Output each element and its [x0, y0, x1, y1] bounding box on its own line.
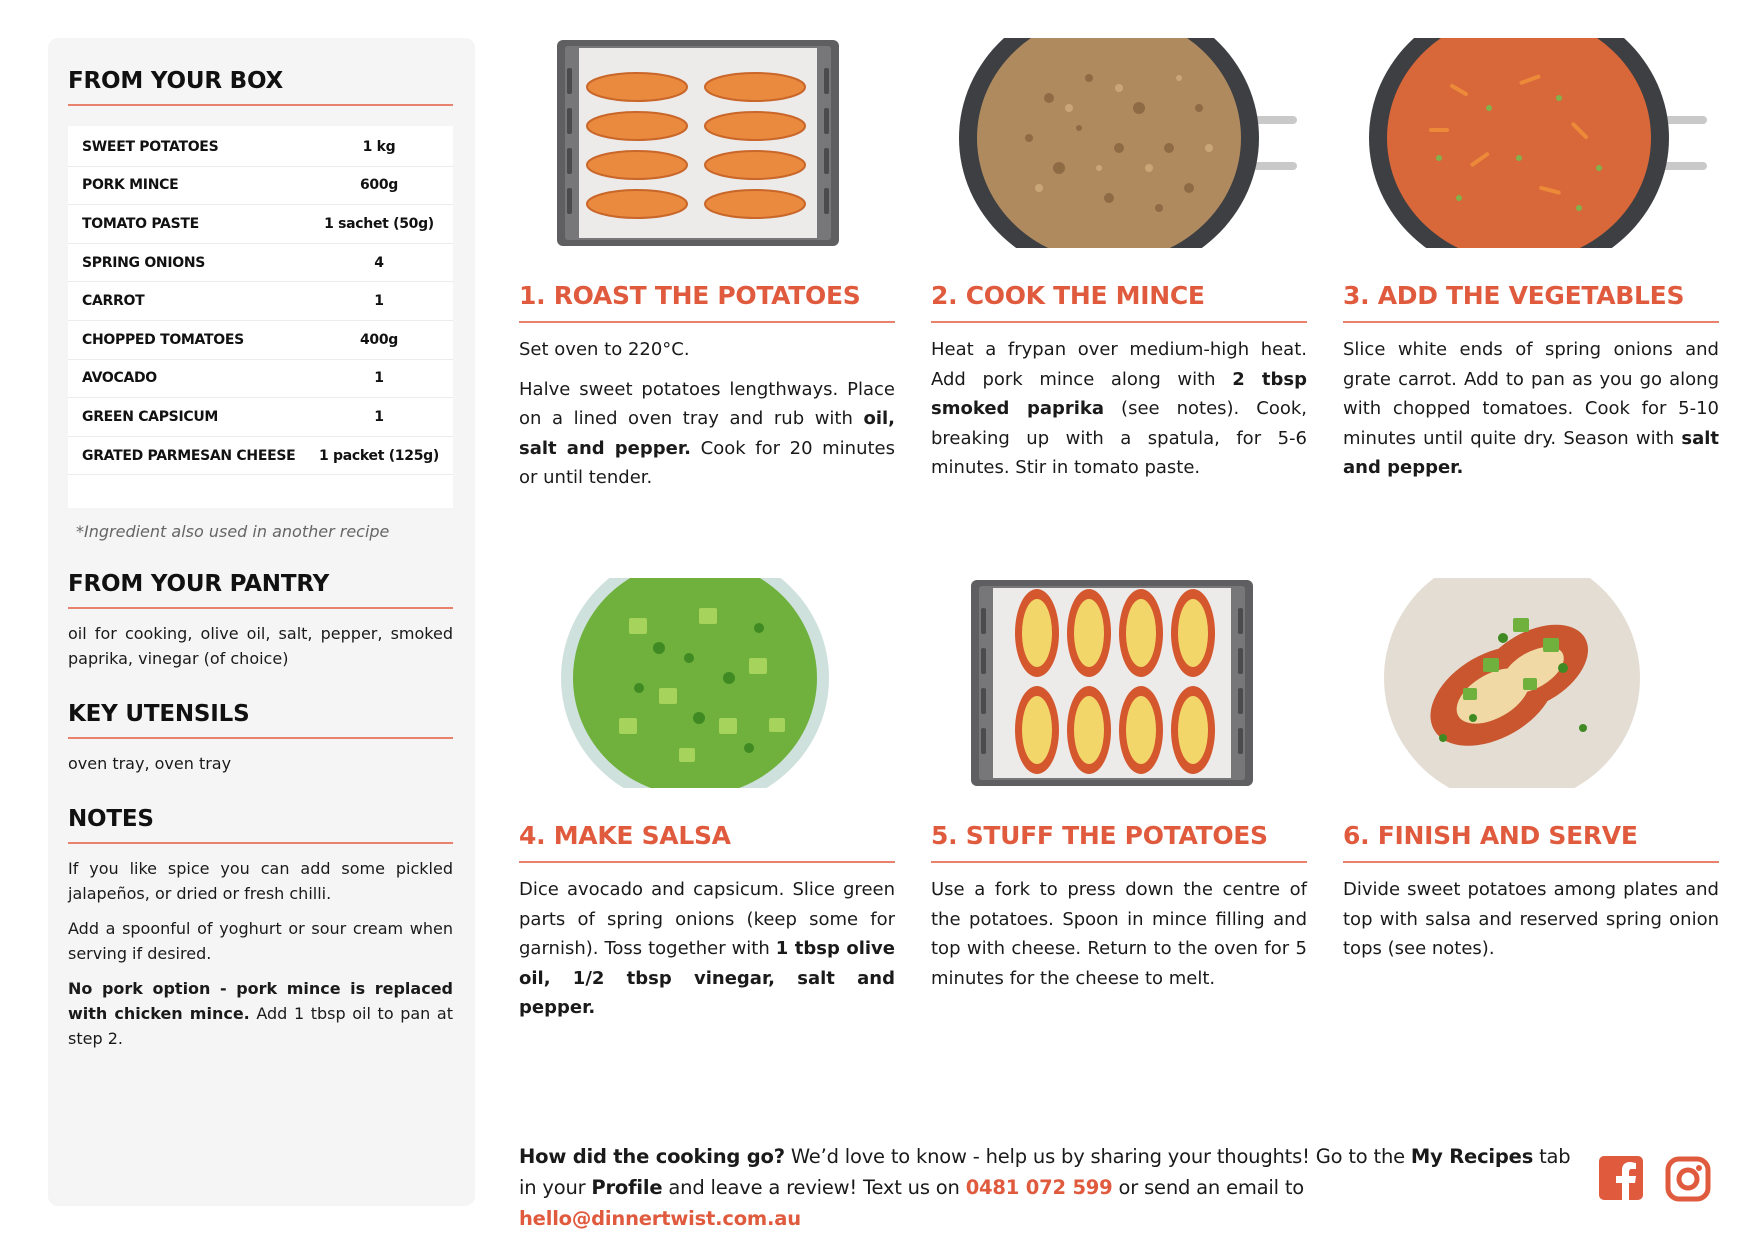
- salsa-bowl-photo: [559, 578, 831, 788]
- ingredients-table: [68, 126, 453, 508]
- ingredient-qty: 400g: [359, 331, 399, 348]
- step-2-title: 2. COOK THE MINCE: [931, 281, 1205, 310]
- email-link[interactable]: hello@dinnertwist.com.au: [519, 1207, 801, 1230]
- ingredient-row: [68, 321, 453, 360]
- ingredient-row: [68, 398, 453, 437]
- text-run: or send an email to: [1112, 1176, 1305, 1199]
- feedback-footer: [519, 1141, 1579, 1234]
- pantry-text: oil for cooking, olive oil, salt, pepper, smoked paprika, vinegar (of choice): [68, 624, 453, 668]
- divider: [931, 861, 1307, 863]
- divider: [519, 861, 895, 863]
- step-6-text: [1343, 875, 1719, 964]
- utensils-title: KEY UTENSILS: [68, 701, 250, 727]
- ingredient-row: [68, 128, 453, 167]
- step-2-text: [931, 335, 1307, 483]
- step-5-text: [931, 875, 1307, 993]
- frypan-mince-photo: [959, 38, 1299, 248]
- step-1-text: [519, 335, 895, 493]
- ingredient-qty: 1: [374, 293, 384, 310]
- roasting-tray-photo: [555, 38, 841, 248]
- text-run: Slice white ends of spring onions and grate carrot. Add to pan as you go along with chopped tomatoes. Cook for 5-10 minutes until quite dry. Season with: [1343, 339, 1719, 449]
- ingredient-row: [68, 437, 453, 476]
- box-title: FROM YOUR BOX: [68, 68, 284, 94]
- my-recipes-link[interactable]: My Recipes: [1410, 1145, 1534, 1168]
- divider: [1343, 321, 1719, 323]
- text-bold: 2 tbsp smoked paprika: [931, 368, 1307, 419]
- ingredients-panel: [48, 38, 475, 1206]
- ingredient-name: SWEET POTATOES: [82, 138, 219, 155]
- text-run: We’d love to know - help us by sharing your thoughts! Go to the: [784, 1145, 1411, 1168]
- ingredient-qty: 1 packet (125g): [319, 447, 439, 464]
- notes-section: [68, 806, 453, 1051]
- divider: [68, 842, 453, 844]
- step-1: [519, 38, 895, 498]
- step-4-text: [519, 875, 895, 1023]
- step-2-p1: [931, 335, 1307, 483]
- ingredient-name: CARROT: [82, 293, 145, 310]
- note-3-rest: Add 1 tbsp oil to pan at step 2.: [68, 1004, 453, 1048]
- step-6-p1: Divide sweet potatoes among plates and top with salsa and reserved spring onion tops (see notes).: [1343, 879, 1719, 959]
- step-5: [931, 578, 1307, 1038]
- step-1-title: 1. ROAST THE POTATOES: [519, 281, 861, 310]
- ingredient-note: *Ingredient also used in another recipe: [76, 522, 390, 541]
- divider: [1343, 861, 1719, 863]
- divider: [519, 321, 895, 323]
- pantry-section: [68, 571, 453, 671]
- step-3-text: [1343, 335, 1719, 483]
- instagram-icon[interactable]: [1665, 1156, 1711, 1202]
- step-5-title: 5. STUFF THE POTATOES: [931, 821, 1268, 850]
- text-run: and leave a review! Text us on: [662, 1176, 966, 1199]
- stuffed-potatoes-tray-photo: [969, 578, 1255, 788]
- text-run: Dice avocado and capsicum. Slice green parts of spring onions (keep some for garnish). Toss together with: [519, 879, 895, 959]
- text-run: Halve sweet potatoes lengthways. Place on a lined oven tray and rub with: [519, 378, 895, 429]
- ingredient-row: [68, 244, 453, 283]
- ingredient-qty: 1: [374, 370, 384, 387]
- ingredient-name: GRATED PARMESAN CHEESE: [82, 447, 296, 464]
- ingredient-qty: 1: [374, 408, 384, 425]
- text-bold: 1 tbsp olive oil, 1/2 tbsp vinegar, salt and pepper.: [519, 938, 895, 1018]
- frypan-vegetables-photo: [1369, 38, 1709, 248]
- ingredient-name: GREEN CAPSICUM: [82, 408, 219, 425]
- text-run: Cook for 20 minutes or until tender.: [519, 437, 895, 488]
- step-1-p1: Set oven to 220°C.: [519, 339, 690, 360]
- ingredient-row: [68, 282, 453, 321]
- ingredient-name: TOMATO PASTE: [82, 215, 199, 232]
- step-6-title: 6. FINISH AND SERVE: [1343, 821, 1638, 850]
- text-run: tab in your: [519, 1145, 1571, 1199]
- step-2: [931, 38, 1307, 498]
- step-4: [519, 578, 895, 1038]
- ingredient-qty: 4: [374, 254, 384, 271]
- utensils-section: [68, 701, 453, 776]
- ingredient-qty: 1 sachet (50g): [324, 215, 434, 232]
- note-1: If you like spice you can add some pickled jalapeños, or dried or fresh chilli.: [68, 859, 453, 903]
- divider: [68, 104, 453, 106]
- ingredient-name: CHOPPED TOMATOES: [82, 331, 244, 348]
- ingredient-name: AVOCADO: [82, 370, 157, 387]
- step-1-p2: [519, 375, 895, 493]
- ingredient-row: [68, 205, 453, 244]
- ingredient-row: [68, 167, 453, 206]
- profile-link[interactable]: Profile: [591, 1176, 663, 1199]
- footer-question: How did the cooking go?: [519, 1145, 785, 1168]
- facebook-icon[interactable]: [1599, 1156, 1643, 1200]
- step-6: [1343, 578, 1719, 1038]
- divider: [68, 737, 453, 739]
- text-bold: oil, salt and pepper.: [519, 408, 895, 459]
- text-run: Heat a frypan over medium-high heat. Add pork mince along with: [931, 339, 1307, 390]
- step-5-p1: Use a fork to press down the centre of the potatoes. Spoon in mince filling and top with cheese. Return to the oven for 5 minutes for the cheese to melt.: [931, 879, 1307, 989]
- note-3: [68, 976, 453, 1051]
- ingredient-name: PORK MINCE: [82, 177, 179, 194]
- text-run: (see notes). Cook, breaking up with a spatula, for 5-6 minutes. Stir in tomato paste.: [931, 398, 1307, 478]
- ingredient-qty: 1 kg: [362, 138, 396, 155]
- served-plate-photo: [1383, 578, 1641, 788]
- phone-link[interactable]: 0481 072 599: [965, 1176, 1113, 1199]
- ingredient-name: SPRING ONIONS: [82, 254, 206, 271]
- ingredient-row: [68, 360, 453, 399]
- step-4-p1: [519, 875, 895, 1023]
- utensils-text: oven tray, oven tray: [68, 754, 232, 773]
- divider: [931, 321, 1307, 323]
- notes-title: NOTES: [68, 806, 154, 832]
- ingredient-qty: 600g: [359, 177, 399, 194]
- step-3-p1: [1343, 335, 1719, 483]
- note-3-bold: No pork option - pork mince is replaced with chicken mince.: [68, 979, 453, 1023]
- text-bold: salt and pepper.: [1343, 427, 1719, 478]
- step-3: [1343, 38, 1719, 498]
- divider: [68, 607, 453, 609]
- step-4-title: 4. MAKE SALSA: [519, 821, 731, 850]
- pantry-title: FROM YOUR PANTRY: [68, 571, 330, 597]
- note-2: Add a spoonful of yoghurt or sour cream when serving if desired.: [68, 919, 453, 963]
- step-3-title: 3. ADD THE VEGETABLES: [1343, 281, 1685, 310]
